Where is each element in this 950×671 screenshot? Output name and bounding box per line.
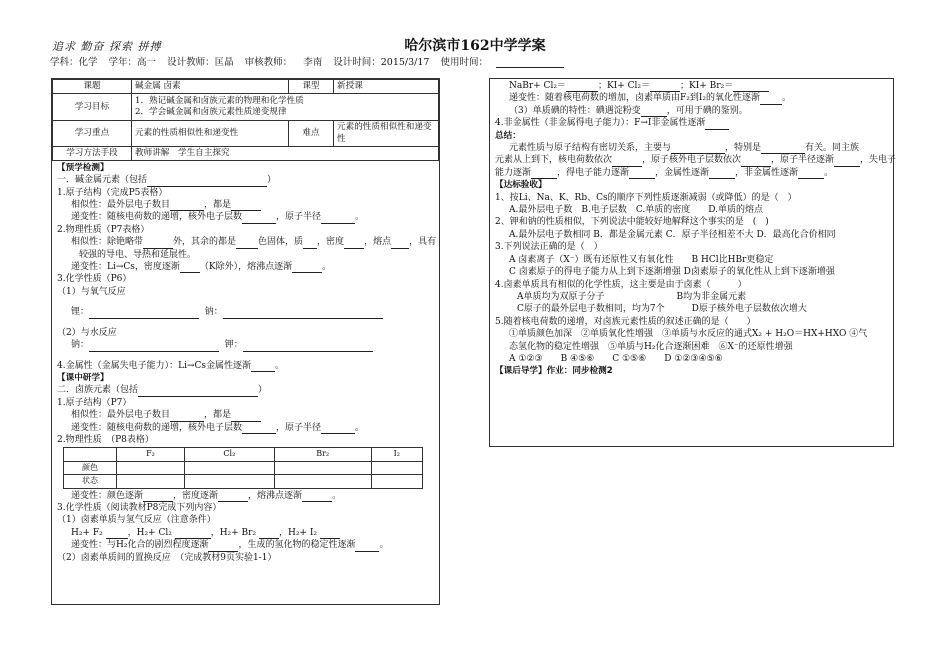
text-line: 能力逐渐 ，得电子能力逐渐 ，金属性逐渐 ，非金属性逐渐 。 xyxy=(495,167,834,178)
fill-blank[interactable] xyxy=(223,309,383,319)
text-line: H₂+ F₂ ，H₂+ Cl₂ ，H₂+ Br₂ ，H₂+ I₂ xyxy=(57,527,434,539)
fill-blank[interactable] xyxy=(147,177,267,187)
fill-blank[interactable] xyxy=(531,169,557,179)
fill-blank[interactable] xyxy=(760,95,782,105)
fill-blank[interactable] xyxy=(709,169,735,179)
goal-item: 2．学会碱金属和卤族元素性质递变规律 xyxy=(135,107,287,117)
fill-blank[interactable] xyxy=(236,239,258,249)
key-value: 元素的性质相似性和递变性 xyxy=(132,121,289,147)
text-line: 3.化学性质（阅读教材P8完成下列内容） xyxy=(57,502,222,513)
text-line: 钠： 钾： xyxy=(57,339,434,351)
fill-blank[interactable] xyxy=(143,492,173,502)
text-line: 一．碱金属元素（包括 ） xyxy=(57,175,277,186)
school-motto: 追求 勤奋 探索 拼搏 xyxy=(52,40,162,53)
fill-blank[interactable] xyxy=(251,362,275,372)
fill-blank[interactable] xyxy=(612,157,642,167)
fill-blank[interactable] xyxy=(180,263,200,273)
section-heading: 【课中研学】 xyxy=(57,372,109,383)
fill-blank[interactable] xyxy=(344,239,364,249)
fill-blank[interactable] xyxy=(231,201,261,211)
question-4-options: A单质均为双原子分子 B均为非金属元素 xyxy=(517,291,747,302)
text-line: 递变性：随着核电荷数的增加，卤素单质由F₂到I₂的氧化性逐渐 。 xyxy=(509,93,792,104)
fill-blank[interactable] xyxy=(170,412,204,422)
fill-blank[interactable] xyxy=(138,387,258,397)
table-row xyxy=(64,461,423,474)
fill-blank[interactable] xyxy=(733,82,769,92)
fill-blank[interactable] xyxy=(303,239,317,249)
question-5-statements: 态氢化物的稳定性增强 ⑤单质与H₂化合逐渐困难 ⑥X⁻的还原性增强 xyxy=(509,341,793,352)
table-cell[interactable] xyxy=(117,461,185,474)
fill-blank[interactable] xyxy=(761,144,805,154)
question-1: 1、按Li、Na、K、Rb、Cs的顺序下列性质逐渐减弱（或降低）的是（ ） xyxy=(495,192,797,203)
fill-blank[interactable] xyxy=(798,169,824,179)
text-line: 2.物理性质 （P8表格） xyxy=(57,434,154,445)
goal-value xyxy=(132,94,439,121)
text-line: 3.化学性质（P6） xyxy=(57,274,132,285)
text-line: NaBr+ Cl₂＝ ；KI+ Cl₂＝ ；KI+ Br₂＝ xyxy=(495,80,888,92)
meta-design-date: 设计时间：2015/3/17 xyxy=(333,57,430,68)
fill-blank[interactable] xyxy=(302,492,332,502)
table-cell[interactable] xyxy=(274,475,371,488)
fill-blank[interactable] xyxy=(243,342,373,352)
fill-blank[interactable] xyxy=(175,529,211,539)
table-header xyxy=(64,448,117,461)
text-line: （2）卤素单质间的置换反应 （完成教材9页实验1-1） xyxy=(57,552,277,563)
text-line: 递变性：随核电荷数的递增，核外电子层数 ，原子半径 。 xyxy=(71,422,365,433)
question-4-options: C原子的最外层电子数相同，均为7个 D原子核外电子层数依次增大 xyxy=(517,304,807,315)
question-5: 5.随着核电荷数的递增，对卤族元素性质的叙述正确的是（ ） xyxy=(495,316,756,327)
fill-blank[interactable] xyxy=(143,239,173,249)
question-2-options: A.最外层电子数相同 B．都是金属元素 C．原子半径相差不大 D．最高化合价相同 xyxy=(509,229,836,240)
question-4: 4.卤素单质具有相似的化学性质，这主要是由于卤素（ ） xyxy=(495,279,747,290)
left-body xyxy=(52,161,439,565)
key-label: 学习重点 xyxy=(53,121,132,147)
fill-blank[interactable] xyxy=(218,492,248,502)
question-3-options: C 卤素原子的得电子能力从上到下逐渐增强 D卤素原子的氧化性从上到下逐渐增强 xyxy=(509,267,835,278)
page-title: 哈尔滨市162中学学案 xyxy=(404,38,546,54)
text-line: 递变性：随核电荷数的递增，核外电子层数 ，原子半径 。 xyxy=(71,212,365,223)
fill-blank[interactable] xyxy=(170,201,204,211)
text-line: （3）单质碘的特性：碘遇淀粉变 ，可用于碘的鉴别。 xyxy=(509,105,748,116)
fill-blank[interactable] xyxy=(242,214,276,224)
question-3-options: A 卤素离子（X⁻）既有还原性又有氧化性 B HCl比HBr更稳定 xyxy=(509,254,774,265)
fill-blank[interactable] xyxy=(231,412,261,422)
meta-subject: 学科：化学 xyxy=(50,57,98,68)
lesson-info-table xyxy=(52,79,439,161)
meta-use-date: 使用时间： xyxy=(440,57,488,68)
meta-year: 学年：高一 xyxy=(108,57,157,68)
table-cell[interactable] xyxy=(117,475,185,488)
fill-blank[interactable] xyxy=(741,157,771,167)
fill-blank[interactable] xyxy=(89,342,219,352)
type-value: 新授课 xyxy=(334,80,439,94)
text-line: 元素性质与原子结构有密切关系，主要与 ，特别是 有关。同主族 xyxy=(509,143,860,154)
question-2: 2、钾和钠的性质相似，下列说法中能较好地解释这个事实的是 ( ) xyxy=(495,217,769,228)
right-body xyxy=(490,79,897,379)
question-5-options: A ①②③ B ④⑤⑥ C ①⑤⑥ D ①②③④⑤⑥ xyxy=(509,353,723,364)
text-line: 相似性：最外层电子数目 ，都是 xyxy=(57,199,434,211)
fill-blank[interactable] xyxy=(259,529,279,539)
fill-blank[interactable] xyxy=(705,120,729,130)
difficulty-label: 难点 xyxy=(289,121,334,147)
table-header: Cl₂ xyxy=(184,448,274,461)
fill-blank[interactable] xyxy=(834,157,860,167)
text-line: 相似性：除铯略带 外，其余的都是 色固体，质 ，密度 ，熔点 ，具有 xyxy=(71,237,437,248)
method-value: 教师讲解 学生自主探究 xyxy=(132,146,439,160)
right-column xyxy=(489,78,897,447)
text-line: 2.物理性质（P7表格） xyxy=(57,224,150,235)
section-heading: 【预学检测】 xyxy=(57,162,109,173)
fill-blank[interactable] xyxy=(566,82,598,92)
text-line: 4.非金属性（非金属得电子能力）：F→I非金属性逐渐 xyxy=(495,117,888,129)
row-label: 状态 xyxy=(64,475,117,488)
text-line: 1.原子结构（完成P5表格） xyxy=(57,187,168,198)
meta-designer: 设计教师：匡晶 xyxy=(167,57,234,68)
table-cell[interactable] xyxy=(274,461,371,474)
text-line: 递变性：Li→Cs，密度逐渐 （K除外），熔沸点逐渐 。 xyxy=(71,262,332,273)
left-column xyxy=(51,78,440,605)
type-label: 课型 xyxy=(289,80,334,94)
fill-blank[interactable] xyxy=(242,424,276,434)
halogen-physical-table xyxy=(63,447,423,488)
section-heading: 【达标验收】 xyxy=(495,180,547,191)
difficulty-value: 元素的性质相似性和递变性 xyxy=(334,121,439,147)
text-line: 较强的导电、导热和延展性。 xyxy=(79,249,197,260)
question-3: 3.下列说法正确的是（ ） xyxy=(495,242,603,253)
table-cell[interactable] xyxy=(184,475,274,488)
text-line: （1）卤素单质与氢气反应（注意条件） xyxy=(57,515,216,526)
fill-blank[interactable] xyxy=(629,169,655,179)
text-line: 二．卤族元素（包括 ） xyxy=(57,385,268,396)
fill-blank[interactable] xyxy=(89,309,199,319)
table-cell[interactable] xyxy=(184,461,274,474)
text-line: 锂： 钠： xyxy=(57,306,434,318)
table-header: I₂ xyxy=(371,448,422,461)
text-line: 递变性：颜色逐渐 ，密度逐渐 ，熔沸点逐渐 。 xyxy=(71,490,342,501)
text-line: 1.原子结构（P7） xyxy=(57,397,132,408)
method-label: 学习方法手段 xyxy=(53,146,132,160)
table-cell[interactable] xyxy=(371,461,422,474)
goal-label: 学习目标 xyxy=(53,94,132,121)
course-label: 课题 xyxy=(53,80,132,94)
homework-heading: 【课后导学】作业：同步检测2 xyxy=(495,366,613,377)
fill-blank[interactable] xyxy=(208,542,238,552)
goal-item: 1．熟记碱金属和卤族元素的物理和化学性质 xyxy=(135,96,304,106)
meta-reviewer: 李南 xyxy=(303,57,323,68)
text-line: （2）与水反应 xyxy=(57,327,117,338)
fill-blank[interactable] xyxy=(391,239,409,249)
text-line: 相似性：最外层电子数目 ，都是 xyxy=(57,409,434,421)
section-heading: 总结： xyxy=(495,130,521,141)
fill-blank[interactable] xyxy=(355,542,379,552)
question-5-statements: ①单质颜色加深 ②单质氧化性增强 ③单质与水反应的通式X₂ + H₂O＝HX+HXO ④气 xyxy=(509,329,868,340)
text-line: （1）与氧气反应 xyxy=(57,286,126,297)
fill-blank[interactable] xyxy=(650,82,680,92)
header-meta xyxy=(50,54,572,68)
row-label: 颜色 xyxy=(64,461,117,474)
fill-blank[interactable] xyxy=(292,263,322,273)
table-header: Br₂ xyxy=(274,448,371,461)
table-cell[interactable] xyxy=(371,475,422,488)
text-line: 元素从上到下，核电荷数依次 ，原子核外电子层数依次 ，原子半径逐渐 ，失电子 xyxy=(495,155,897,166)
table-header: F₂ xyxy=(117,448,185,461)
text-line: 4.金属性（金属失电子能力）：Li→Cs金属性逐渐 。 xyxy=(57,360,285,371)
fill-blank[interactable] xyxy=(321,424,355,434)
use-date-blank[interactable] xyxy=(496,58,564,68)
question-1-options: A.最外层电子数 B.电子层数 C.单质的密度 D.单质的熔点 xyxy=(509,205,764,216)
fill-blank[interactable] xyxy=(106,529,128,539)
table-row xyxy=(64,475,423,488)
fill-blank[interactable] xyxy=(641,107,667,117)
fill-blank[interactable] xyxy=(320,529,340,539)
fill-blank[interactable] xyxy=(321,214,355,224)
fill-blank[interactable] xyxy=(671,144,725,154)
meta-reviewer-label: 审核教师： xyxy=(244,57,293,68)
course-value: 碱金属 卤素 xyxy=(132,80,289,94)
text-line: 递变性：与H₂化合的剧烈程度逐渐 ，生成的氢化物的稳定性逐渐 。 xyxy=(71,540,389,551)
